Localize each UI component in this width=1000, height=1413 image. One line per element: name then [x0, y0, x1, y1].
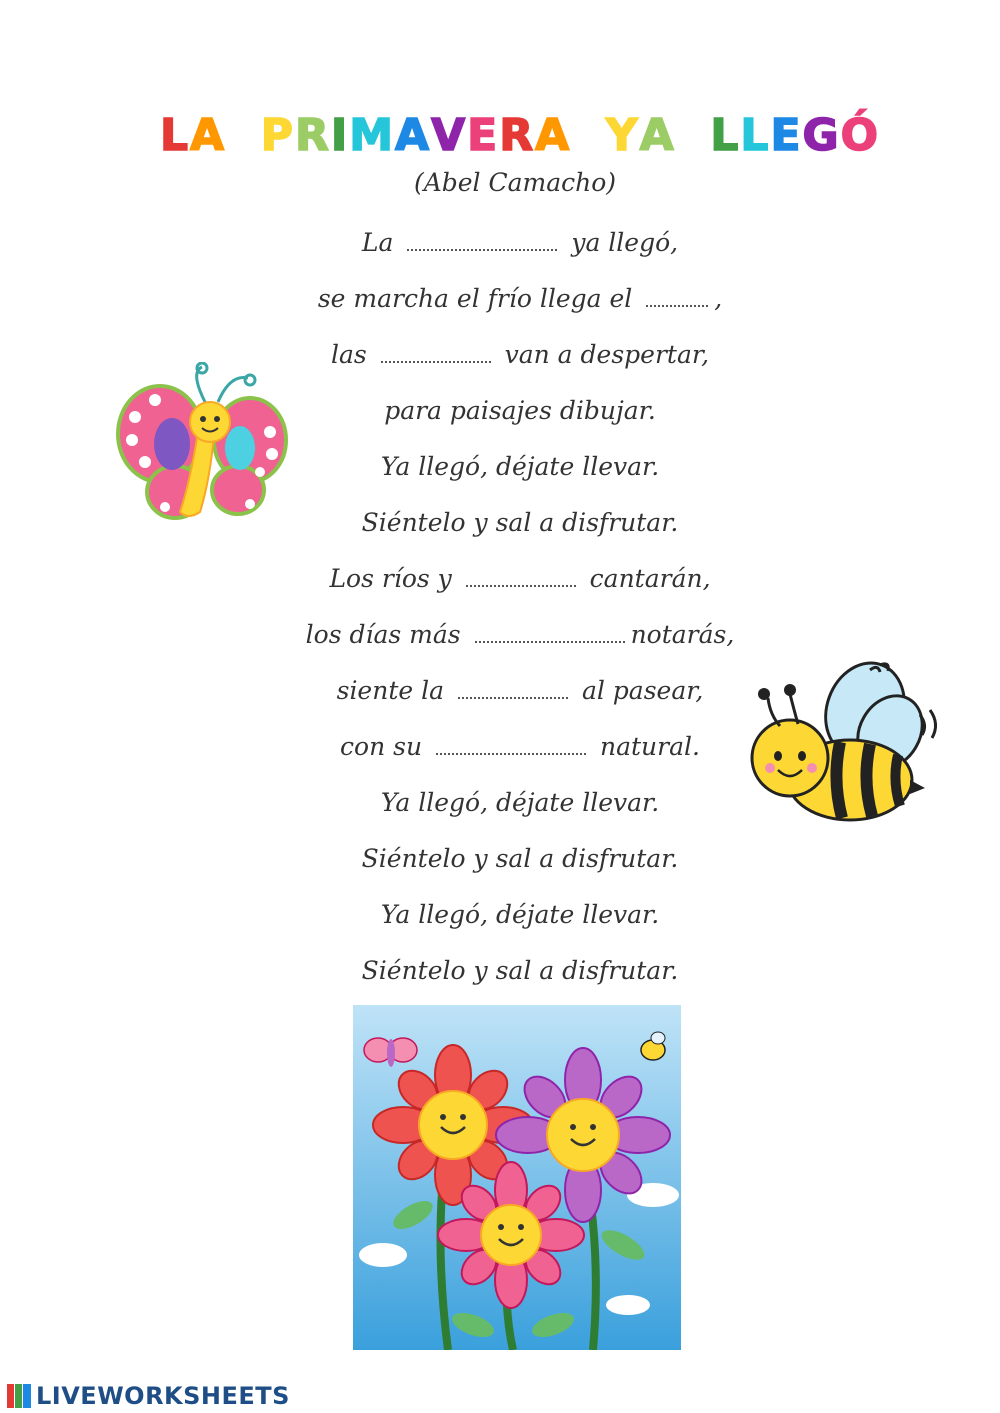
blank-input-4[interactable]: [466, 565, 576, 587]
title-letter: A: [535, 109, 572, 161]
bee-illustration: [720, 660, 945, 838]
title-letter: [226, 110, 261, 161]
poem-line-6: Siéntelo y sal a disfrutar.: [361, 508, 679, 537]
poem: [260, 215, 780, 999]
title-letter: Y: [605, 109, 640, 161]
blank-input-7[interactable]: [436, 733, 586, 755]
page-title: [150, 104, 890, 166]
footer: [6, 1381, 290, 1411]
title-letter: L: [159, 109, 190, 161]
title-letter: L: [740, 109, 771, 161]
title-letter: V: [431, 109, 468, 161]
title-letter: G: [802, 109, 841, 161]
poem-line-12: Siéntelo y sal a disfrutar.: [361, 844, 679, 873]
title-letter: I: [330, 109, 350, 161]
title-letter: [571, 110, 606, 161]
butterfly-illustration: [110, 362, 290, 530]
poem-line-10: con su natural.: [340, 732, 700, 761]
author-subtitle: (Abel Camacho): [413, 168, 617, 197]
title-letter: P: [260, 109, 295, 161]
title-letter: E: [770, 109, 803, 161]
title-letter: L: [710, 109, 741, 161]
blank-input-5[interactable]: [475, 621, 625, 643]
title-letter: R: [499, 109, 536, 161]
title-letter: M: [349, 109, 395, 161]
brand-name[interactable]: LIVEWORKSHEETS: [36, 1382, 290, 1410]
title-letter: A: [639, 109, 676, 161]
title-letter: R: [294, 109, 331, 161]
poem-line-7: Los ríos y cantarán,: [329, 564, 711, 593]
blank-input-1[interactable]: [407, 229, 557, 251]
title-letter: E: [467, 109, 500, 161]
poem-line-2: se marcha el frío llega el ,: [317, 284, 723, 313]
poem-line-14: Siéntelo y sal a disfrutar.: [361, 956, 679, 985]
flowers-scene-illustration: [353, 1005, 681, 1350]
poem-line-3: las van a despertar,: [330, 340, 710, 369]
poem-line-8: los días más notarás,: [305, 620, 735, 649]
title-letter: A: [189, 109, 227, 161]
poem-line-5: Ya llegó, déjate llevar.: [380, 452, 660, 481]
poem-line-13: Ya llegó, déjate llevar.: [380, 900, 660, 929]
title-letter: [676, 110, 711, 161]
poem-line-11: Ya llegó, déjate llevar.: [380, 788, 660, 817]
poem-line-9: siente la al pasear,: [336, 676, 704, 705]
blank-input-6[interactable]: [458, 677, 568, 699]
title-letter: A: [395, 109, 432, 161]
liveworksheets-logo-icon: [6, 1383, 32, 1409]
poem-line-4: para paisajes dibujar.: [384, 396, 656, 425]
blank-input-2[interactable]: [646, 285, 708, 307]
poem-line-1: La ya llegó,: [361, 228, 679, 257]
title-letter: Ó: [840, 109, 881, 161]
blank-input-3[interactable]: [381, 341, 491, 363]
